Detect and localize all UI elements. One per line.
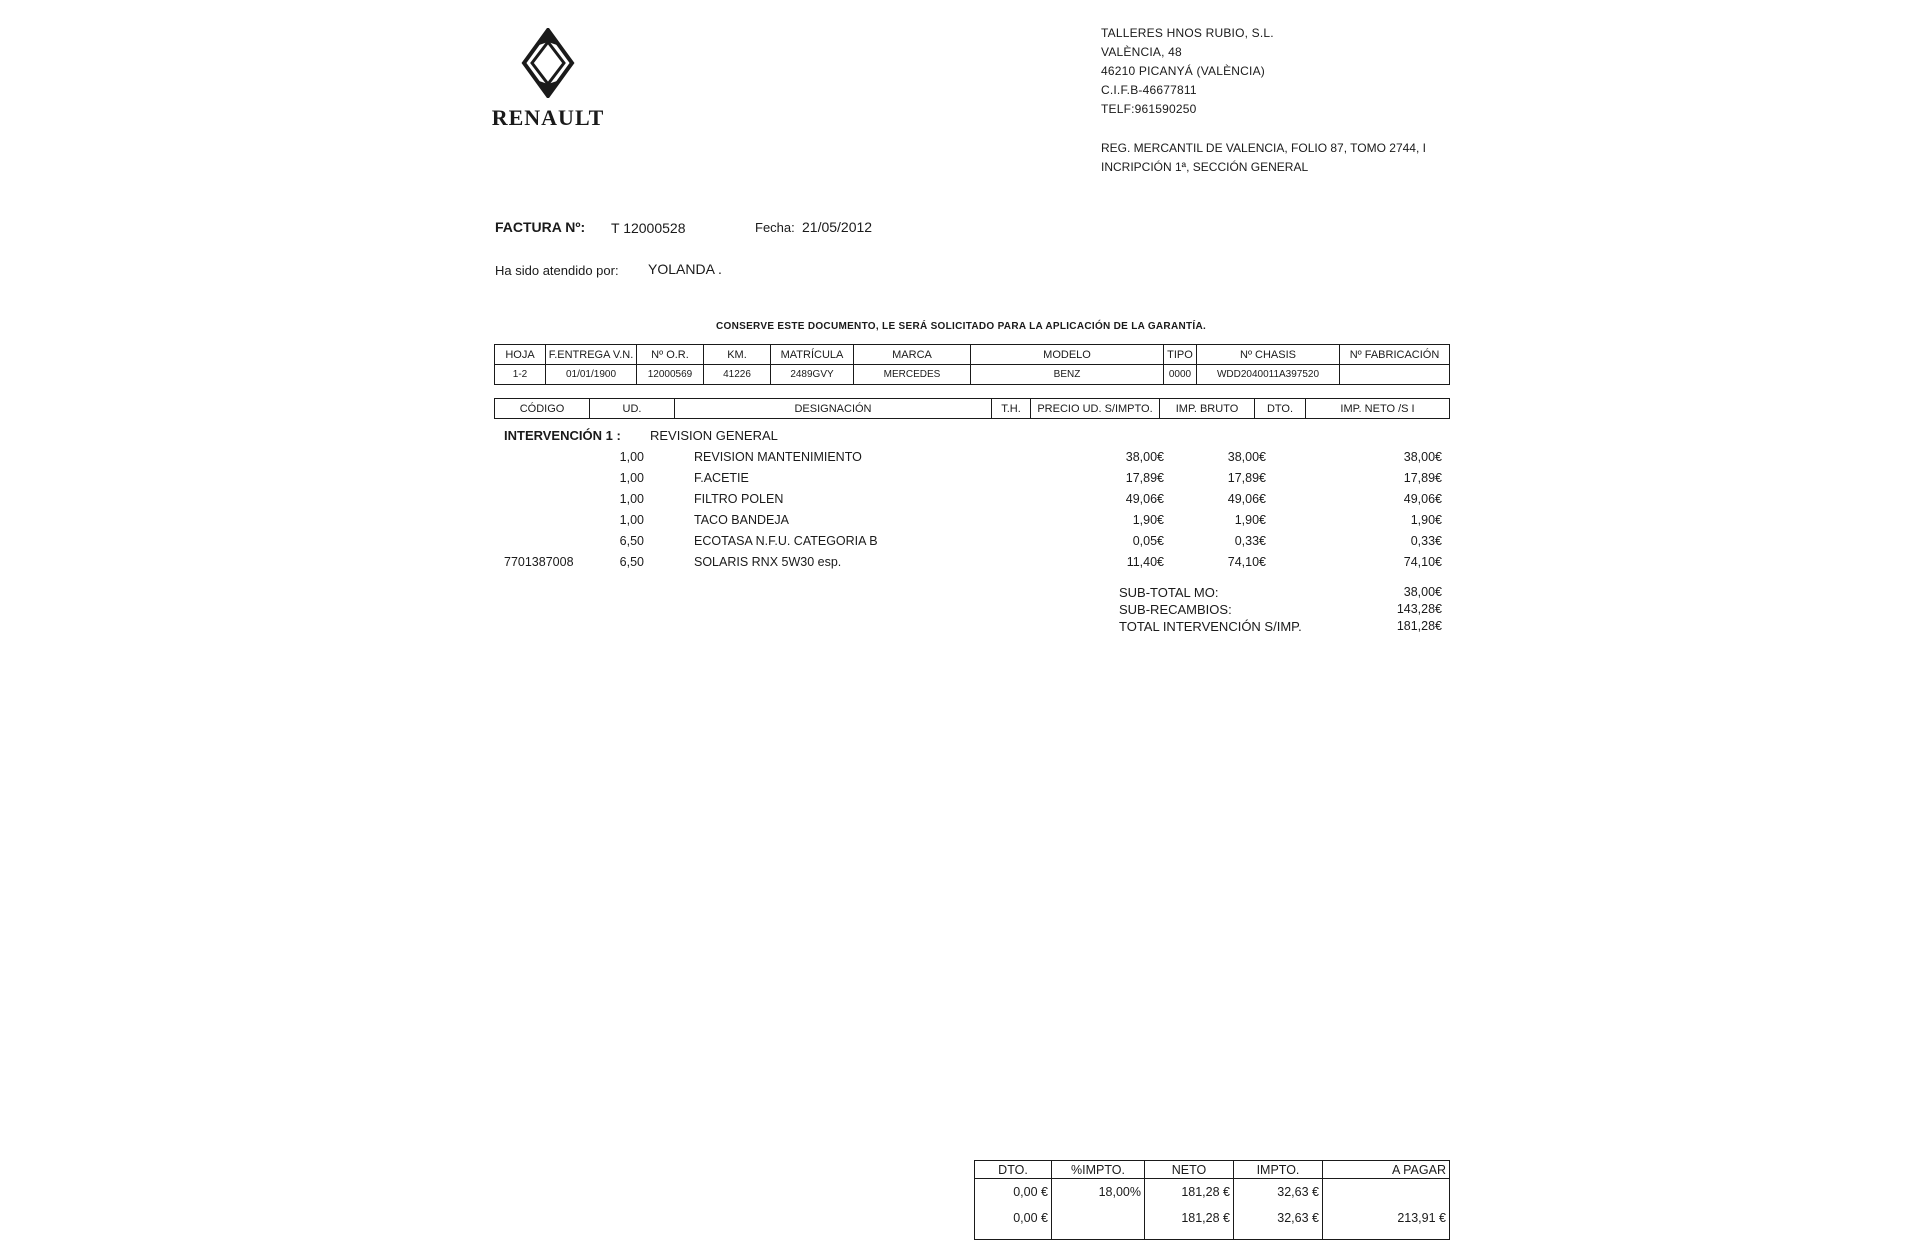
line-designation: ECOTASA N.F.U. CATEGORIA B (694, 534, 878, 548)
line-gross: 74,10€ (1227, 555, 1266, 569)
vehicle-header-cell: Nº CHASIS (1197, 345, 1340, 365)
vehicle-value-cell: 01/01/1900 (546, 365, 637, 385)
line-gross: 38,00€ (1227, 450, 1266, 464)
intervention-label: INTERVENCIÓN 1 : (504, 428, 621, 443)
vehicle-header-cell: F.ENTREGA V.N. (546, 345, 637, 365)
vehicle-header-cell: HOJA (495, 345, 546, 365)
company-phone: TELF:961590250 (1101, 102, 1197, 116)
line-code: 7701387008 (504, 555, 574, 569)
summary-neto-2: 181,28 € (1181, 1211, 1230, 1225)
summary-pct-cell (1052, 1179, 1145, 1240)
items-header-cell: DESIGNACIÓN (675, 399, 992, 419)
items-header-cell: IMP. BRUTO (1160, 399, 1255, 419)
items-header-row (495, 399, 1450, 419)
line-price: 11,40€ (1126, 555, 1164, 569)
line-designation: REVISION MANTENIMIENTO (694, 450, 862, 464)
line-gross: 1,90€ (1234, 513, 1266, 527)
line-net: 17,89€ (1403, 471, 1442, 485)
vehicle-table (494, 344, 1450, 385)
line-designation: TACO BANDEJA (694, 513, 789, 527)
line-price: 0,05€ (1132, 534, 1164, 548)
vehicle-header-row (495, 345, 1450, 365)
line-units: 1,00 (619, 450, 644, 464)
total-intervention-label: TOTAL INTERVENCIÓN S/IMP. (1119, 619, 1302, 634)
items-header-cell: UD. (590, 399, 675, 419)
vehicle-header-cell: MARCA (854, 345, 971, 365)
attended-by-label: Ha sido atendido por: (495, 263, 619, 278)
company-name: TALLERES HNOS RUBIO, S.L. (1101, 26, 1274, 40)
summary-dto-2: 0,00 € (1013, 1211, 1048, 1225)
invoice-number-label: FACTURA Nº: (495, 219, 586, 235)
line-gross: 0,33€ (1234, 534, 1266, 548)
line-units: 6,50 (619, 555, 644, 569)
summary-pct-1: 18,00% (1098, 1185, 1141, 1199)
vehicle-value-cell: BENZ (971, 365, 1164, 385)
registry-line-2: INCRIPCIÓN 1ª, SECCIÓN GENERAL (1101, 160, 1309, 174)
line-units: 1,00 (619, 492, 644, 506)
summary-dto-1: 0,00 € (1013, 1185, 1048, 1199)
subtotal-labour-label: SUB-TOTAL MO: (1119, 585, 1219, 600)
items-header-cell: DTO. (1255, 399, 1306, 419)
invoice-date: 21/05/2012 (802, 219, 873, 235)
items-header-cell: IMP. NETO /S I (1306, 399, 1450, 419)
line-units: 1,00 (619, 471, 644, 485)
line-units: 6,50 (619, 534, 644, 548)
summary-pagar-cell (1323, 1179, 1450, 1240)
subtotal-labour-value: 38,00€ (1403, 585, 1442, 599)
line-net: 1,90€ (1410, 513, 1442, 527)
summary-header-cell: DTO. (975, 1161, 1052, 1179)
vehicle-header-cell: Nº O.R. (637, 345, 704, 365)
summary-impto-1: 32,63 € (1277, 1185, 1319, 1199)
summary-impto-2: 32,63 € (1277, 1211, 1319, 1225)
vehicle-header-cell: MATRÍCULA (771, 345, 854, 365)
items-header-table (494, 398, 1450, 419)
brand-name: RENAULT (491, 105, 605, 130)
summary-neto-1: 181,28 € (1181, 1185, 1230, 1199)
subtotal-parts-label: SUB-RECAMBIOS: (1119, 602, 1232, 617)
payment-summary-table (974, 1160, 1450, 1240)
vehicle-value-cell: 41226 (704, 365, 771, 385)
summary-header-cell: NETO (1145, 1161, 1234, 1179)
company-registry (1101, 139, 1426, 177)
line-units: 1,00 (619, 513, 644, 527)
line-price: 49,06€ (1125, 492, 1164, 506)
vehicle-header-cell: KM. (704, 345, 771, 365)
total-intervention-value: 181,28€ (1396, 619, 1442, 633)
subtotal-parts-value: 143,28€ (1396, 602, 1442, 616)
vehicle-header-cell: TIPO (1164, 345, 1197, 365)
summary-header-cell: %IMPTO. (1052, 1161, 1145, 1179)
summary-dto-cell (975, 1179, 1052, 1240)
renault-logo (488, 28, 608, 131)
renault-diamond-icon (520, 28, 576, 98)
vehicle-value-cell: 12000569 (637, 365, 704, 385)
vehicle-value-cell: 1-2 (495, 365, 546, 385)
company-cif: C.I.F.B-46677811 (1101, 83, 1197, 97)
vehicle-value-cell: MERCEDES (854, 365, 971, 385)
summary-header-cell: A PAGAR (1323, 1161, 1450, 1179)
vehicle-value-cell (1340, 365, 1450, 385)
summary-values-row (975, 1179, 1450, 1240)
line-net: 0,33€ (1410, 534, 1442, 548)
intervention-description: REVISION GENERAL (650, 428, 778, 443)
line-designation: SOLARIS RNX 5W30 esp. (694, 555, 842, 569)
line-price: 17,89€ (1125, 471, 1164, 485)
items-header-cell: CÓDIGO (495, 399, 590, 419)
vehicle-header-cell: Nº FABRICACIÓN (1340, 345, 1450, 365)
vehicle-value-cell: 2489GVY (771, 365, 854, 385)
company-city: 46210 PICANYÁ (VALÈNCIA) (1101, 64, 1265, 78)
line-designation: F.ACETIE (694, 471, 749, 485)
vehicle-value-row (495, 365, 1450, 385)
registry-line-1: REG. MERCANTIL DE VALENCIA, FOLIO 87, TOMO 2744, I (1101, 141, 1426, 155)
line-price: 1,90€ (1132, 513, 1164, 527)
line-net: 38,00€ (1403, 450, 1442, 464)
line-net: 74,10€ (1403, 555, 1442, 569)
line-net: 49,06€ (1403, 492, 1442, 506)
invoice-number: T 12000528 (611, 220, 686, 236)
vehicle-value-cell: WDD2040011A397520 (1197, 365, 1340, 385)
company-street: VALÈNCIA, 48 (1101, 45, 1182, 59)
line-price: 38,00€ (1125, 450, 1164, 464)
warranty-notice: CONSERVE ESTE DOCUMENTO, LE SERÁ SOLICITADO PARA LA APLICACIÓN DE LA GARANTÍA. (716, 321, 1207, 332)
line-designation: FILTRO POLEN (694, 492, 784, 506)
items-header-cell: PRECIO UD. S/IMPTO. (1031, 399, 1160, 419)
summary-pagar-1 (1326, 1179, 1446, 1205)
line-gross: 49,06€ (1227, 492, 1266, 506)
summary-header-cell: IMPTO. (1234, 1161, 1323, 1179)
company-info (1101, 24, 1274, 119)
line-gross: 17,89€ (1227, 471, 1266, 485)
summary-pagar-total: 213,91 € (1397, 1211, 1446, 1225)
attended-by: YOLANDA . (648, 261, 722, 277)
vehicle-header-cell: MODELO (971, 345, 1164, 365)
summary-impto-cell (1234, 1179, 1323, 1240)
vehicle-value-cell: 0000 (1164, 365, 1197, 385)
summary-neto-cell (1145, 1179, 1234, 1240)
summary-header-row (975, 1161, 1450, 1179)
invoice-date-label: Fecha: (755, 220, 795, 235)
items-header-cell: T.H. (992, 399, 1031, 419)
